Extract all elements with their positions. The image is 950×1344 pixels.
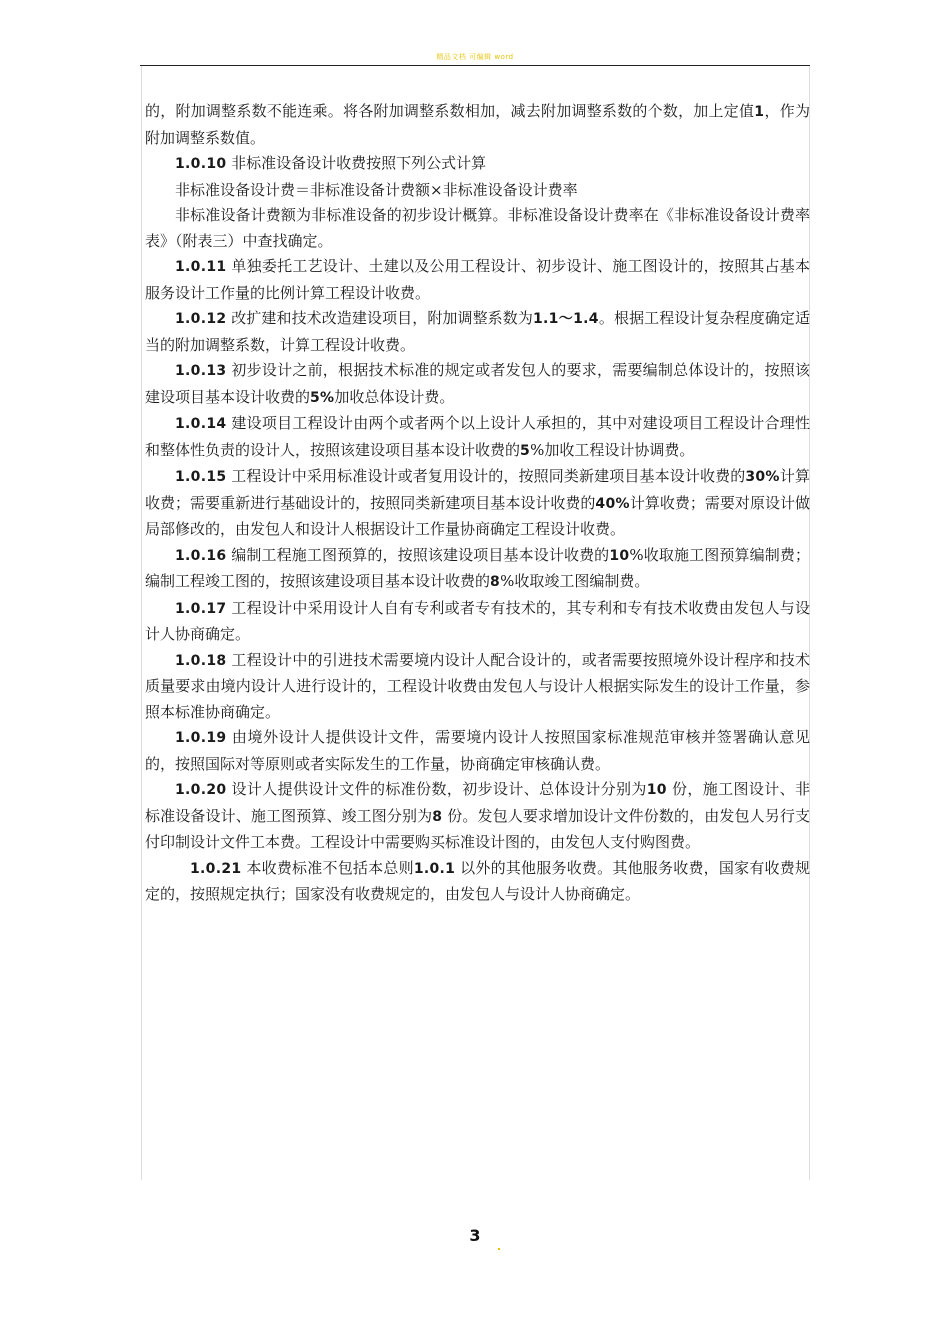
clause-number: 1.0.11 [175, 259, 227, 275]
clause-number: 1 [754, 104, 765, 120]
paragraph-text: 工程设计中采用设计人自有专利或者专有技术的，其专利和专有技术收费由发包人与设计人协商确定。 [145, 598, 810, 643]
paragraph-text: 初步设计之前，根据技术标准的规定或者发包人的要求，需要编制总体设计的，按照该建设项目基本设计收费的 [145, 361, 810, 406]
paragraph [145, 648, 810, 726]
page-header-watermark: 精品文档 可编辑 word [436, 53, 514, 61]
clause-number: 8 [490, 574, 501, 590]
clause-number: 1.0.16 [175, 547, 227, 564]
paragraph-text: 工程设计中采用标准设计或者复用设计的，按照同类新建项目基本设计收费的 [226, 467, 746, 485]
paragraph [145, 203, 810, 254]
clause-number: 1.0.1 [413, 860, 456, 877]
clause-number: 1.0.18 [175, 652, 227, 669]
paragraph [145, 178, 810, 204]
clause-number: 8 [432, 808, 443, 825]
clause-number: 1.0.19 [175, 730, 227, 746]
paragraph [145, 464, 810, 543]
clause-number: 5% [310, 389, 335, 406]
clause-number: 1.0.12 [175, 311, 227, 327]
paragraph-text: 计算收费；需要重新进行基础设计的，按照同类新建项目基本设计收费的 [145, 467, 810, 512]
paragraph [145, 411, 810, 464]
paragraph-text: 计算收费；需要对原设计做局部修改的，由发包人和设计人根据设计工作量协商确定工程设计收费。 [145, 493, 810, 538]
clause-number: 1.0.14 [175, 416, 227, 432]
paragraph [145, 725, 810, 777]
paragraph [145, 99, 810, 151]
paragraph-text: 非标准设备设计费＝非标准设备计费额×非标准设备设计费率 [175, 180, 578, 199]
paragraph-text: ，作为附加调整系数值。 [145, 102, 810, 147]
paragraph-text: 由境外设计人提供设计文件，需要境内设计人按照国家标准规范审核并签署确认意见的，按照国际对等原则或者实际发生的工作量，协商确定审核确认费。 [145, 728, 810, 773]
paragraph [145, 856, 810, 908]
paragraph [145, 151, 810, 178]
paragraph-text: 非标准设备设计收费按照下列公式计算 [226, 154, 487, 172]
clause-number: 1.0.17 [175, 600, 227, 617]
paragraph [145, 596, 810, 648]
page-number: 3 [469, 1226, 481, 1245]
clause-number: 1.0.21 [190, 860, 242, 877]
paragraph-text: 。根据工程设计复杂程度确定适当的附加调整系数，计算工程设计收费。 [145, 309, 810, 354]
paragraph-text: 加收总体设计费。 [334, 387, 455, 406]
paragraph-text: 改扩建和技术改造建设项目，附加调整系数为 [226, 309, 533, 327]
clause-number: 1.1～1.4 [532, 311, 599, 327]
clause-number: 10 [646, 782, 667, 798]
paragraph [145, 543, 810, 596]
clause-number: 1.0.20 [175, 782, 227, 798]
clause-number: 1.0.10 [175, 156, 227, 172]
paragraph-text: 建设项目工程设计由两个或者两个以上设计人承担的，其中对建设项目工程设计合理性和整体性负责的设计人，按照该建设项目基本设计收费的 [145, 414, 810, 459]
clause-number: 30% [745, 469, 780, 485]
clause-number: 40% [595, 495, 630, 512]
clause-number: 1.0.13 [175, 363, 227, 379]
paragraph-text: %加收工程设计协调费。 [530, 440, 695, 459]
clause-number: 10 [609, 547, 630, 564]
paragraph-text: 工程设计中的引进技术需要境内设计人配合设计的，或者需要按照境外设计程序和技术质量要求由境内设计人进行设计的，工程设计收费由发包人与设计人根据实际发生的设计工作量，参照本标准协商确定。 [145, 650, 810, 721]
paragraph-text: 本收费标准不包括本总则 [241, 858, 414, 877]
page-number-marker [498, 1248, 500, 1250]
paragraph-text: 的，附加调整系数不能连乘。将各附加调整系数相加，减去附加调整系数的个数，加上定值 [145, 102, 755, 120]
paragraph [145, 358, 810, 411]
paragraph [145, 254, 810, 306]
paragraph-text: 非标准设备计费额为非标准设备的初步设计概算。非标准设备设计费率在《非标准设备设计费率表》（附表三）中查找确定。 [145, 206, 810, 250]
paragraph-text: 设计人提供设计文件的标准份数，初步设计、总体设计分别为 [226, 780, 647, 798]
paragraph [145, 777, 810, 856]
document-body [145, 99, 810, 908]
paragraph-text: 份，施工图设计、非标准设备设计、施工图预算、竣工图分别为 [145, 780, 810, 825]
paragraph-text: 编制工程施工图预算的，按照该建设项目基本设计收费的 [226, 545, 610, 564]
paragraph-text: %收取竣工图编制费。 [500, 572, 650, 590]
clause-number: 5 [520, 442, 531, 459]
paragraph [145, 306, 810, 358]
paragraph-text: 以外的其他服务收费。其他服务收费，国家有收费规定的，按照规定执行；国家没有收费规定的，由发包人与设计人协商确定。 [145, 858, 810, 903]
clause-number: 1.0.15 [175, 469, 227, 485]
paragraph-text: %收取施工图预算编制费；编制工程竣工图的，按照该建设项目基本设计收费的 [145, 545, 810, 590]
paragraph-text: 单独委托工艺设计、土建以及公用工程设计、初步设计、施工图设计的，按照其占基本服务设计工作量的比例计算工程设计收费。 [145, 257, 810, 302]
paragraph-text: 份。发包人要求增加设计文件份数的，由发包人另行支付印制设计文件工本费。工程设计中需要购买标准设计图的，由发包人支付购图费。 [145, 806, 810, 851]
